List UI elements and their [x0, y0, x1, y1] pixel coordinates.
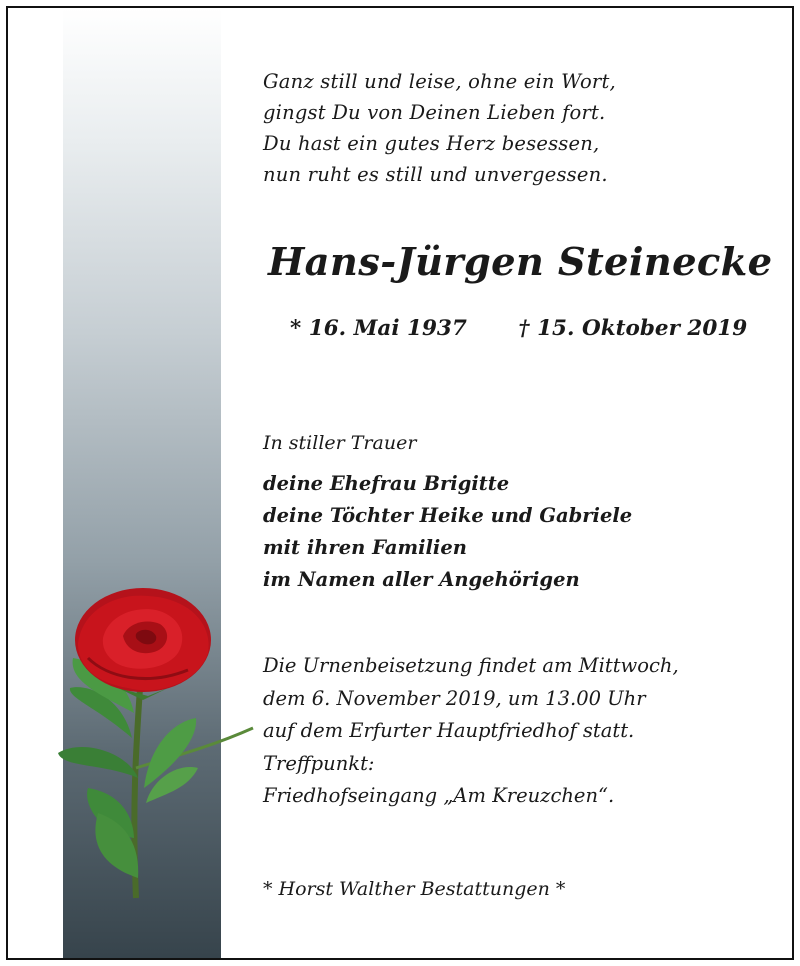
obituary-card: [6, 6, 794, 960]
mourners-list: deine Ehefrau Brigitte deine Töchter Heike und Gabriele mit ihren Familien im Namen aller Angehörigen: [263, 472, 633, 591]
life-dates: [290, 316, 747, 341]
birth-date: * 16. Mai 1937: [290, 316, 467, 341]
funeral-notice: Die Urnenbeisetzung findet am Mittwoch, dem 6. November 2019, um 13.00 Uhr auf dem Erfurter Hauptfriedhof statt. Treffpunkt: Friedhofseingang „Am Kreuzchen“.: [263, 654, 679, 807]
memorial-poem: Ganz still und leise, ohne ein Wort, gingst Du von Deinen Lieben fort. Du hast ein gutes Herz besessen, nun ruht es still und unvergessen.: [263, 70, 616, 186]
deceased-name: Hans-Jürgen Steinecke: [268, 240, 773, 285]
red-rose-icon: [48, 588, 258, 908]
mourning-intro: In stiller Trauer: [263, 432, 417, 454]
undertaker-name: * Horst Walther Bestattungen *: [263, 878, 566, 900]
death-date: † 15. Oktober 2019: [518, 316, 748, 341]
